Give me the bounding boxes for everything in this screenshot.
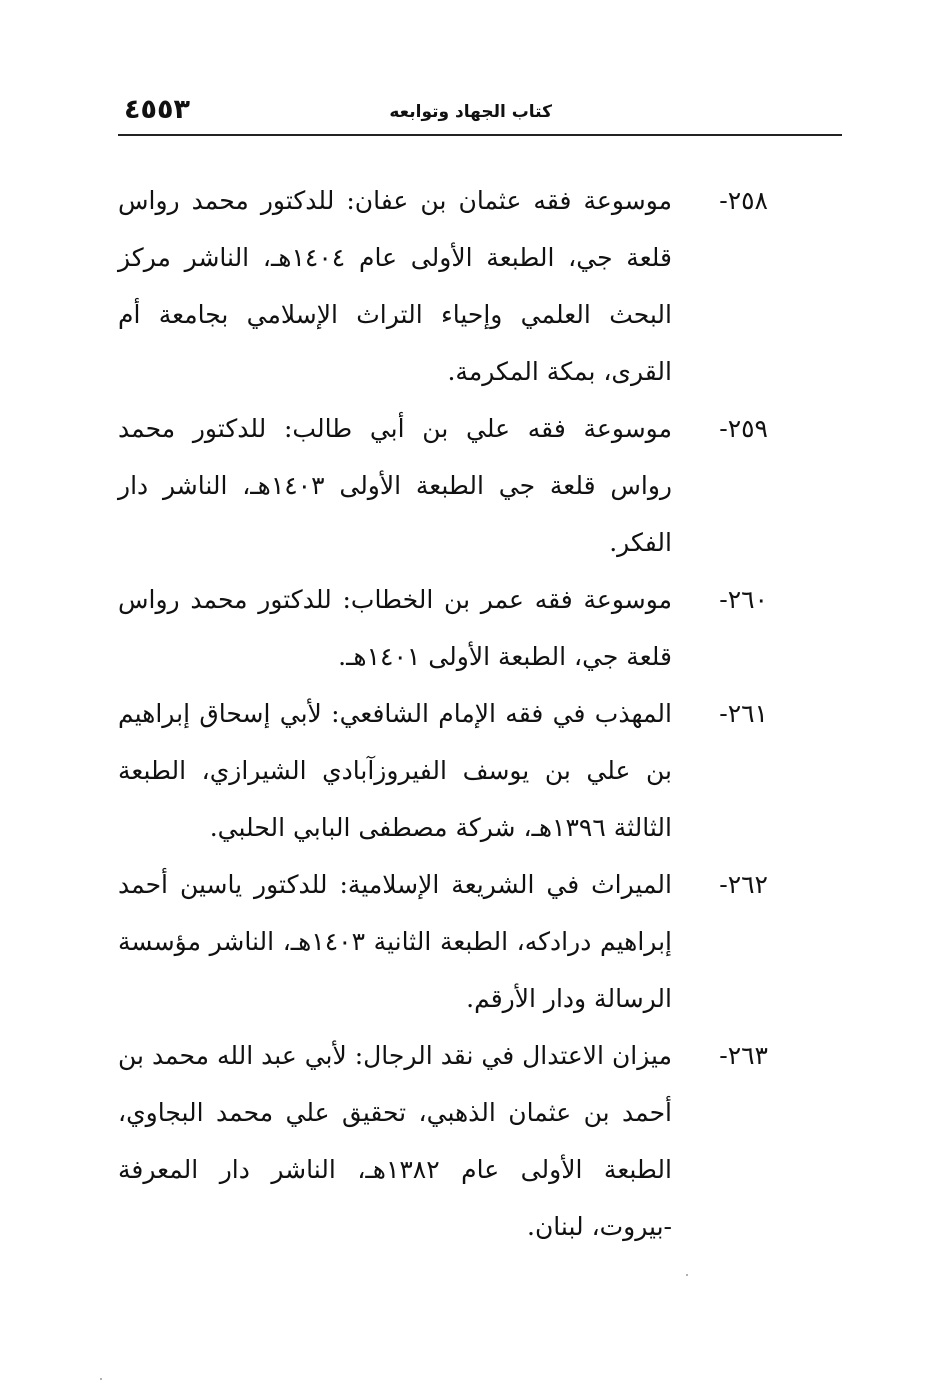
entry-number: ٢٦٠- — [719, 585, 768, 614]
bibliography-entry-261 — [118, 685, 782, 856]
entry-text: الميراث في الشريعة الإسلامية: للدكتور ياسين أحمد إبراهيم درادكه، الطبعة الثانية ١٤٠٣هـ، الناشر مؤسسة الرسالة ودار الأرقم. — [118, 870, 672, 1013]
bibliography-entry-258 — [118, 172, 782, 400]
entry-number: ٢٥٩- — [719, 414, 768, 443]
page-number: ٤٥٥٣ — [124, 94, 190, 125]
bibliography-entry-259 — [118, 400, 782, 571]
entry-number: ٢٦١- — [719, 699, 768, 728]
entry-text: موسوعة فقه عثمان بن عفان: للدكتور محمد رواس قلعة جي، الطبعة الأولى عام ١٤٠٤هـ، الناشر مركز البحث العلمي وإحياء التراث الإسلامي بجامعة أم القرى، بمكة المكرمة. — [118, 186, 673, 386]
running-title: كتاب الجهاد وتوابعه — [389, 102, 552, 122]
entry-text: المهذب في فقه الإمام الشافعي: لأبي إسحاق إبراهيم بن علي بن يوسف الفيروزآبادي الشيرازي، الطبعة الثالثة ١٣٩٦هـ، شركة مصطفى البابي الحلبي. — [118, 699, 672, 842]
bibliography-list — [118, 172, 782, 1255]
entry-text: موسوعة فقه علي بن أبي طالب: للدكتور محمد رواس قلعة جي الطبعة الأولى ١٤٠٣هـ، الناشر دار الفكر. — [118, 414, 673, 557]
page-header — [118, 92, 842, 132]
scan-speck — [100, 1378, 102, 1380]
bibliography-entry-260 — [118, 571, 782, 685]
entry-number: ٢٦٢- — [719, 870, 768, 899]
bibliography-entry-263 — [118, 1027, 782, 1255]
scan-speck — [686, 1274, 688, 1276]
header-divider — [118, 134, 842, 136]
bibliography-entry-262 — [118, 856, 782, 1027]
entry-text: موسوعة فقه عمر بن الخطاب: للدكتور محمد رواس قلعة جي، الطبعة الأولى ١٤٠١هـ. — [118, 585, 672, 671]
entry-text: ميزان الاعتدال في نقد الرجال: لأبي عبد الله محمد بن أحمد بن عثمان الذهبي، تحقيق علي محمد البجاوي، الطبعة الأولى عام ١٣٨٢هـ، الناشر دار المعرفة -بيروت، لبنان. — [118, 1041, 672, 1241]
entry-number: ٢٥٨- — [719, 186, 768, 215]
entry-number: ٢٦٣- — [719, 1041, 768, 1070]
